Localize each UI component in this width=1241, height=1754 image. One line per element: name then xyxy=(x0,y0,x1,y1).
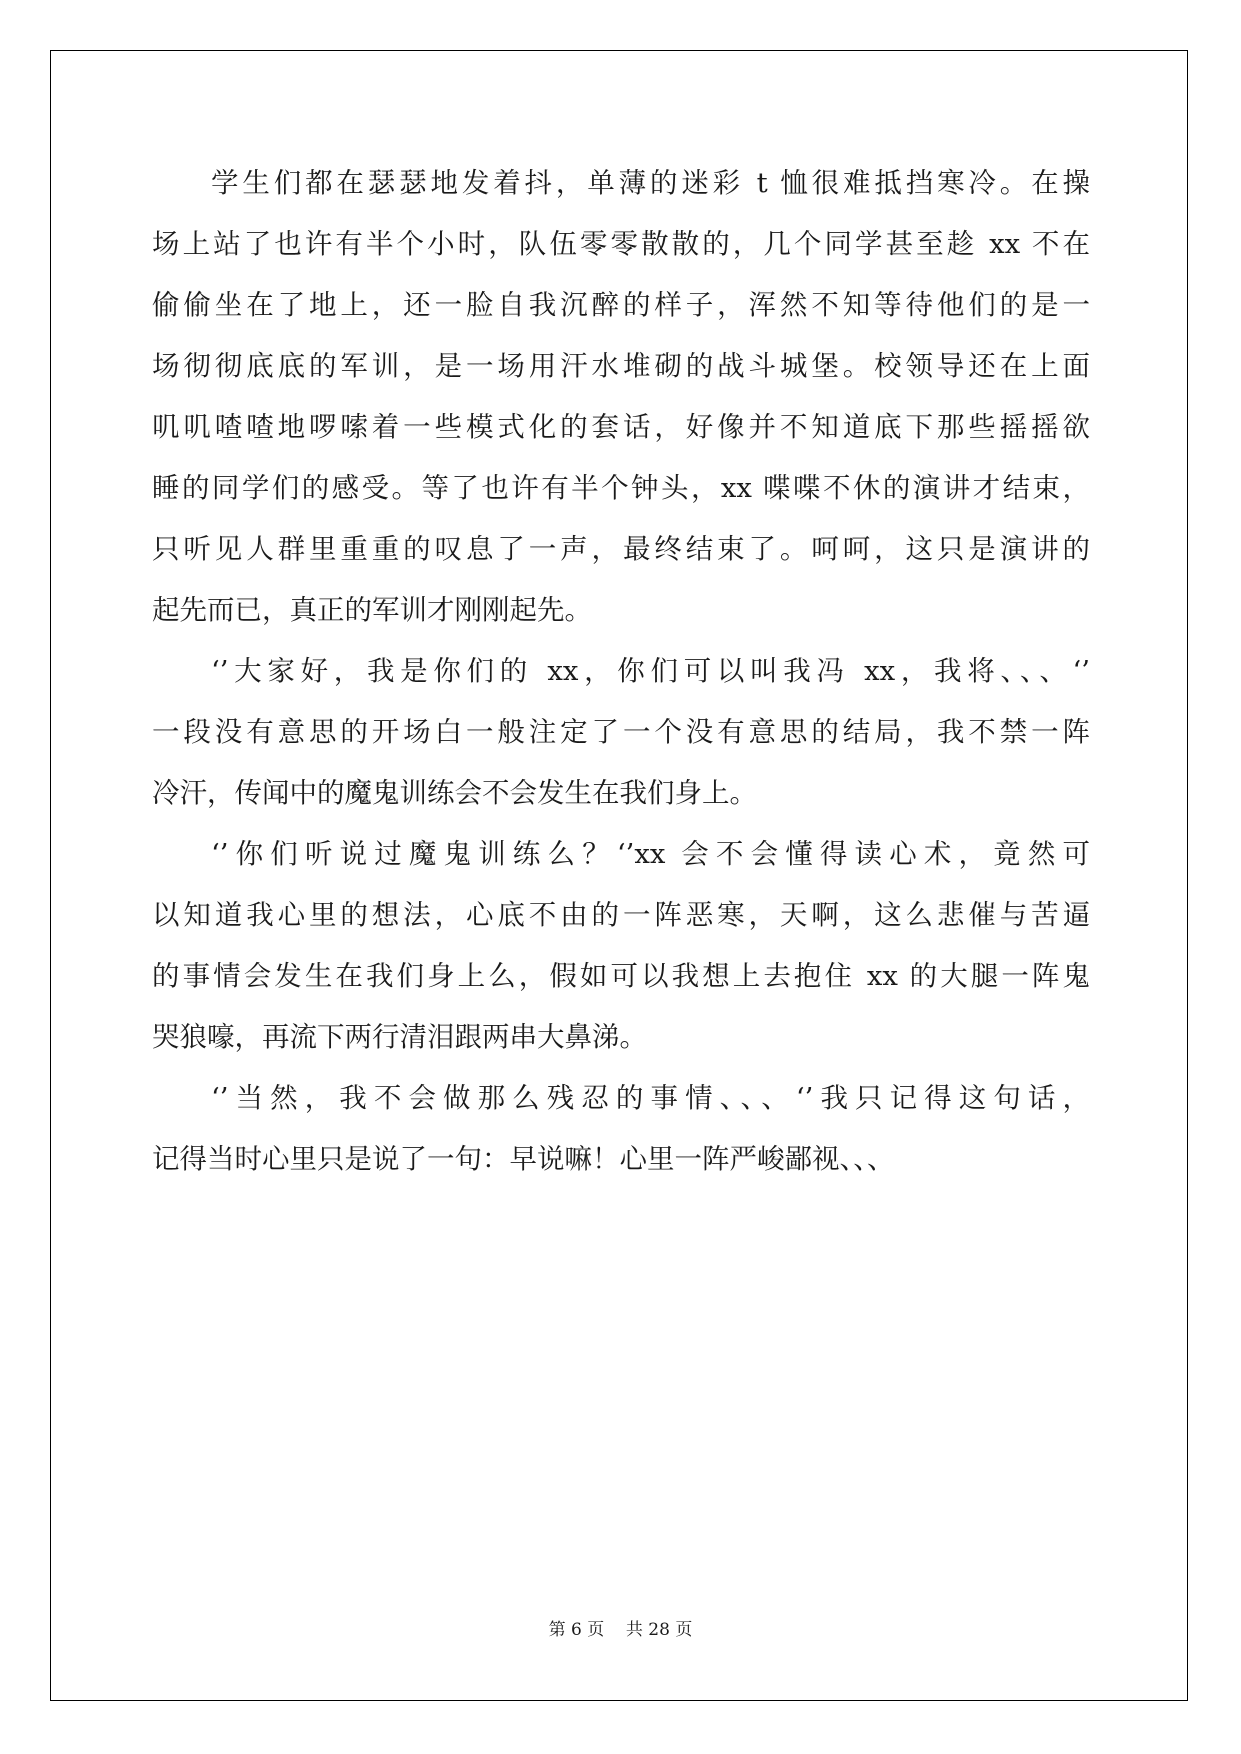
text-line: 以知道我心里的想法，心底不由的一阵恶寒，天啊，这么悲催与苦逼 xyxy=(152,899,1090,931)
text-line: 冷汗，传闻中的魔鬼训练会不会发生在我们身上。 xyxy=(152,777,757,809)
text-line: 睡的同学们的感受。等了也许有半个钟头，xx 喋喋不休的演讲才结束， xyxy=(152,472,1090,504)
text-line: 叽叽喳喳地啰嗦着一些模式化的套话，好像并不知道底下那些摇摇欲 xyxy=(152,411,1090,443)
text-line: 学生们都在瑟瑟地发着抖，单薄的迷彩 t 恤很难抵挡寒冷。在操 xyxy=(211,167,1090,199)
paragraph xyxy=(152,651,1090,834)
paragraph xyxy=(152,834,1090,1078)
text-line: ‘’大家好，我是你们的 xx，你们可以叫我冯 xx，我将、、、‘’ xyxy=(211,655,1090,687)
paragraph xyxy=(152,163,1090,651)
text-line: 的事情会发生在我们身上么，假如可以我想上去抱住 xx 的大腿一阵鬼 xyxy=(152,960,1090,992)
text-line: 哭狼嚎，再流下两行清泪跟两串大鼻涕。 xyxy=(152,1021,647,1053)
text-line: 场彻彻底底的军训，是一场用汗水堆砌的战斗城堡。校领导还在上面 xyxy=(152,350,1090,382)
page-number-footer: 第 6 页 共 28 页 xyxy=(548,1620,693,1640)
document-body xyxy=(152,163,1090,1200)
text-line: ‘’你们听说过魔鬼训练么？‘’xx 会不会懂得读心术，竟然可 xyxy=(211,838,1090,870)
text-line: 起先而已，真正的军训才刚刚起先。 xyxy=(152,594,592,626)
text-line: 偷偷坐在了地上，还一脸自我沉醉的样子，浑然不知等待他们的是一 xyxy=(152,289,1090,321)
paragraph xyxy=(152,1078,1090,1200)
text-line: 只听见人群里重重的叹息了一声，最终结束了。呵呵，这只是演讲的 xyxy=(152,533,1090,565)
text-line: 一段没有意思的开场白一般注定了一个没有意思的结局，我不禁一阵 xyxy=(152,716,1090,748)
text-line: 记得当时心里只是说了一句：早说嘛！心里一阵严峻鄙视、、、 xyxy=(152,1143,895,1175)
text-line: 场上站了也许有半个小时，队伍零零散散的，几个同学甚至趁 xx 不在 xyxy=(152,228,1090,260)
text-line: ‘’当然，我不会做那么残忍的事情、、、‘’我只记得这句话， xyxy=(211,1082,1090,1114)
